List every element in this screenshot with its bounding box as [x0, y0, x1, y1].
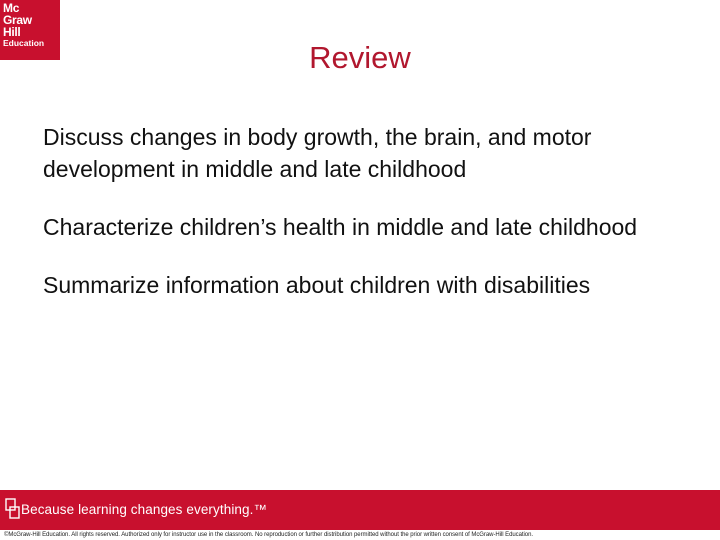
objectives-list	[43, 121, 683, 327]
logo-line-2: Graw	[3, 13, 32, 27]
objective-item: Characterize children’s health in middle and late childhood	[43, 214, 638, 240]
footer-tagline: Because learning changes everything.™	[21, 502, 268, 517]
objective-item: Summarize information about children with disabilities	[43, 272, 591, 298]
logo-line-4: Education	[3, 38, 45, 48]
slide-title	[0, 40, 720, 76]
logo-line-1: Mc	[3, 1, 20, 15]
logo-line-3: Hill	[3, 25, 21, 39]
footer-bar	[0, 490, 720, 530]
copyright-notice: ©McGraw-Hill Education. All rights reserved. Authorized only for instructor use in the classroom. No reproduction or further distribution permitted without the prior written consent of McGraw-Hill Education.	[4, 532, 533, 538]
slide-title-text: Review	[309, 40, 411, 75]
objective-item: Discuss changes in body growth, the brain, and motor development in middle and late childhood	[43, 124, 592, 182]
